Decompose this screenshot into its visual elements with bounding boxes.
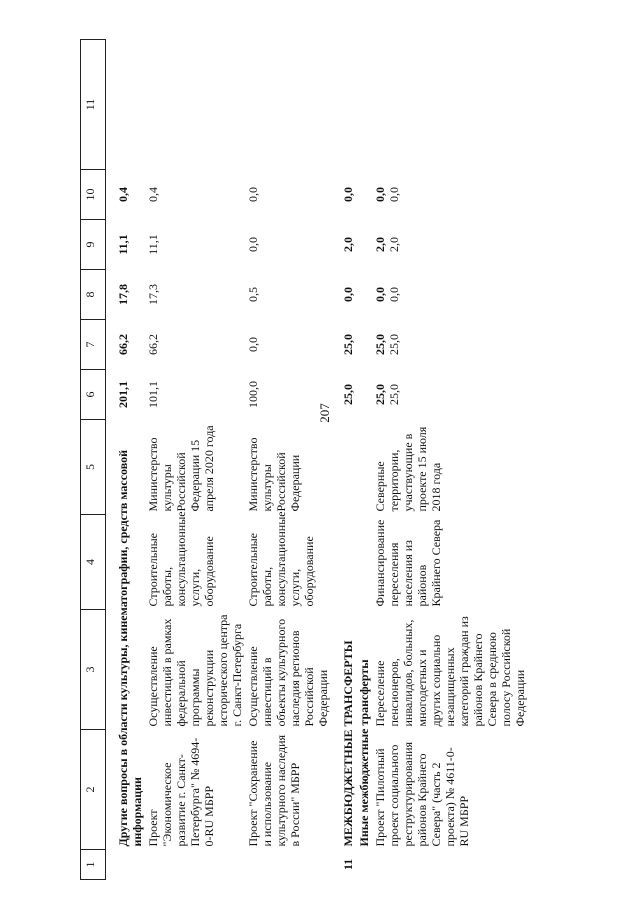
total-cell: 25,0 — [341, 384, 355, 405]
project-name: Проект "Пилотный проект социального реструктурирования районов Крайнего Севера" (часть 2 проекта) № 4611-0-RU МБРР — [373, 741, 471, 847]
table-row — [145, 40, 245, 880]
value-cell: 11,1 — [146, 234, 160, 255]
total-cell: 0,0 — [341, 187, 355, 202]
column-header: 5 — [81, 420, 106, 515]
value-cell: 0,0 — [246, 337, 260, 352]
value-cell: 100,0 — [246, 381, 260, 408]
column-header: 2 — [81, 730, 106, 850]
project-executor: Министерство культуры Российской Федерации 15 апреля 2020 года — [146, 425, 216, 512]
value-cell: 0,4 — [146, 187, 160, 202]
section-total-row — [106, 40, 146, 880]
total-cell: 0,4 — [116, 187, 130, 202]
project-purpose: Переселение пенсионеров, инвалидов, больных, многодетных и других социально незащищенных категорий граждан из районов Крайнего Севера в среднюю полосу Российской Федерации — [373, 616, 527, 727]
column-header: 1 — [81, 850, 106, 880]
column-header: 10 — [81, 170, 106, 220]
column-header: 6 — [81, 370, 106, 420]
value-cell: 0,0 0,0 — [373, 287, 401, 302]
section-code: 11 — [341, 858, 355, 871]
project-executor: Северные территории, участвующие в проекте 15 июля 2018 года — [373, 426, 443, 512]
column-number-row — [81, 40, 106, 880]
total-cell: 0,0 — [341, 287, 355, 302]
project-direction: Финансирование переселения населения из районов Крайнего Севера — [373, 519, 443, 607]
value-cell: 66,2 — [146, 334, 160, 355]
section-title: МЕЖБЮДЖЕТНЫЕ ТРАНСФЕРТЫ — [341, 640, 355, 847]
project-direction: Строительные работы, консультационные услуги, оборудование — [146, 511, 216, 607]
value-cell: 17,3 — [146, 284, 160, 305]
value-cell: 101,1 — [146, 381, 160, 408]
project-purpose: Осуществление инвестиций в рамках федеральной программы реконструкции исторического центра г. Санкт-Петербурга — [146, 614, 244, 727]
project-executor: Министерство культуры Российской Федерации — [246, 437, 302, 512]
value-cell: 0,0 — [246, 187, 260, 202]
column-header: 4 — [81, 515, 106, 610]
total-cell: 17,8 — [116, 284, 130, 305]
total-cell — [106, 40, 146, 170]
value-cell — [145, 40, 245, 170]
value-cell: 0,5 — [246, 287, 260, 302]
page-number: 207 — [316, 403, 332, 423]
section-title: Другие вопросы в области культуры, кинематографии, средств массовой информации — [116, 449, 144, 847]
budget-table — [80, 39, 528, 880]
subsection-title: Иные межбюджетные трансферты — [357, 659, 371, 847]
total-cell: 11,1 — [116, 234, 130, 255]
section-total-row — [331, 40, 356, 880]
column-header: 3 — [81, 610, 106, 730]
project-name: Проект "Сохранение и использование культурного наследия в России" МБРР — [246, 734, 302, 847]
value-cell: 0,0 — [246, 237, 260, 252]
subsection-row — [356, 40, 372, 880]
value-cell: 2,0 2,0 — [373, 237, 401, 252]
total-cell: 66,2 — [116, 334, 130, 355]
section-code — [106, 850, 146, 880]
total-cell: 201,1 — [116, 381, 130, 408]
budget-table-sheet — [80, 40, 620, 880]
value-cell: 0,0 0,0 — [373, 187, 401, 202]
value-cell: 25,0 25,0 — [373, 384, 401, 405]
total-cell — [331, 40, 356, 170]
project-name: Проект "Экономическое развитие г. Санкт-Петербурга" № 4694-0-RU МБРР — [146, 737, 216, 847]
total-cell: 2,0 — [341, 237, 355, 252]
column-header: 8 — [81, 270, 106, 320]
project-direction: Строительные работы, консультационные услуги, оборудование — [246, 511, 316, 607]
column-header: 7 — [81, 320, 106, 370]
column-header: 9 — [81, 220, 106, 270]
table-row — [245, 40, 331, 880]
column-header: 11 — [81, 40, 106, 170]
value-cell: 25,0 25,0 — [373, 334, 401, 355]
total-cell: 25,0 — [341, 334, 355, 355]
project-purpose: Осуществление инвестиций в объекты культурного наследия регионов Российской Федерации — [246, 618, 330, 727]
value-cell — [372, 40, 528, 170]
value-cell — [245, 40, 331, 170]
table-row — [372, 40, 528, 880]
